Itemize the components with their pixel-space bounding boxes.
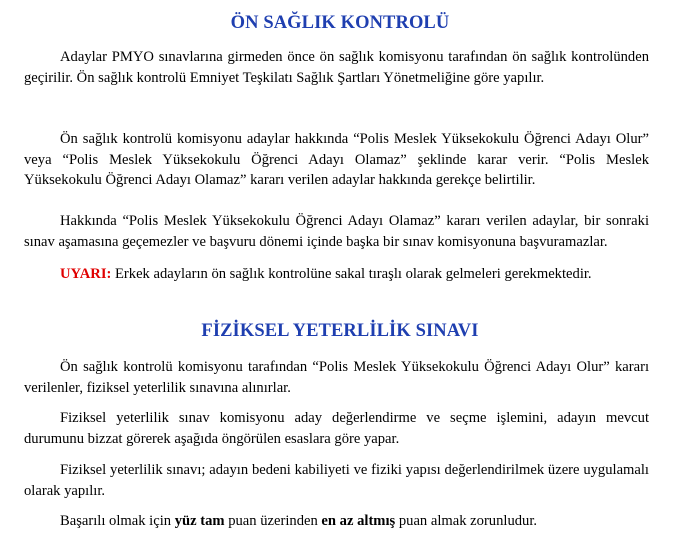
section-title-fiziksel-yeterlilik: FİZİKSEL YETERLİLİK SINAVI [201, 321, 479, 341]
basari-text-1: Başarılı olmak için [60, 513, 175, 529]
paragraph-on-saglik-intro: Adaylar PMYO sınavlarına girmeden önce ön sağlık komisyonu tarafından ön sağlık kontrolünden geçirilir. Ön sağlık kontrolü Emniyet Teşkilatı Sağlık Şartları Yönetmeliğine göre yapılır. [24, 49, 649, 86]
warning-paragraph [24, 264, 649, 285]
paragraph-basari-sarti [24, 511, 649, 532]
warning-label: UYARI: [60, 266, 112, 282]
paragraph-fiziksel-intro: Ön sağlık kontrolü komisyonu tarafından “Polis Meslek Yüksekokulu Öğrenci Adayı Olur” kararı verilenler, fiziksel yeterlilik sınavına alınırlar. [24, 359, 649, 396]
basari-text-2: puan üzerinden [224, 513, 322, 529]
warning-text: Erkek adayların ön sağlık kontrolüne sakal tıraşlı olarak gelmeleri gerekmektedir. [111, 266, 592, 282]
section-title-on-saglik-kontrolu: ÖN SAĞLIK KONTROLÜ [230, 13, 450, 33]
paragraph-on-saglik-karar: Ön sağlık kontrolü komisyonu adaylar hakkında “Polis Meslek Yüksekokulu Öğrenci Adayı Olur” veya “Polis Meslek Yüksekokulu Öğrenci Adayı Olamaz” şeklinde karar verir. “Polis Meslek Yüksekokulu Öğrenci Adayı Olamaz” kararı verilen adaylar hakkında gerekçe belirtilir. [24, 131, 649, 188]
paragraph-fiziksel-komisyon: Fiziksel yeterlilik sınav komisyonu aday değerlendirme ve seçme işlemini, adayın mevcut durumunu bizzat görerek aşağıda öngörülen esaslara göre yapar. [24, 410, 649, 447]
paragraph-on-saglik-olamaz: Hakkında “Polis Meslek Yüksekokulu Öğrenci Adayı Olamaz” kararı verilen adaylar, bir sonraki sınav aşamasına geçemezler ve başvuru dönemi içinde başka bir sınav komisyonuna başvuramazlar. [24, 213, 649, 250]
basari-bold-en-az-altmis: en az altmış [321, 513, 396, 529]
paragraph-fiziksel-uygulama: Fiziksel yeterlilik sınavı; adayın bedeni kabiliyeti ve fiziki yapısı değerlendirilmek üzere uygulamalı olarak yapılır. [24, 462, 649, 499]
basari-bold-yuz-tam: yüz tam [174, 513, 225, 529]
basari-text-3: puan almak zorunludur. [395, 513, 538, 529]
